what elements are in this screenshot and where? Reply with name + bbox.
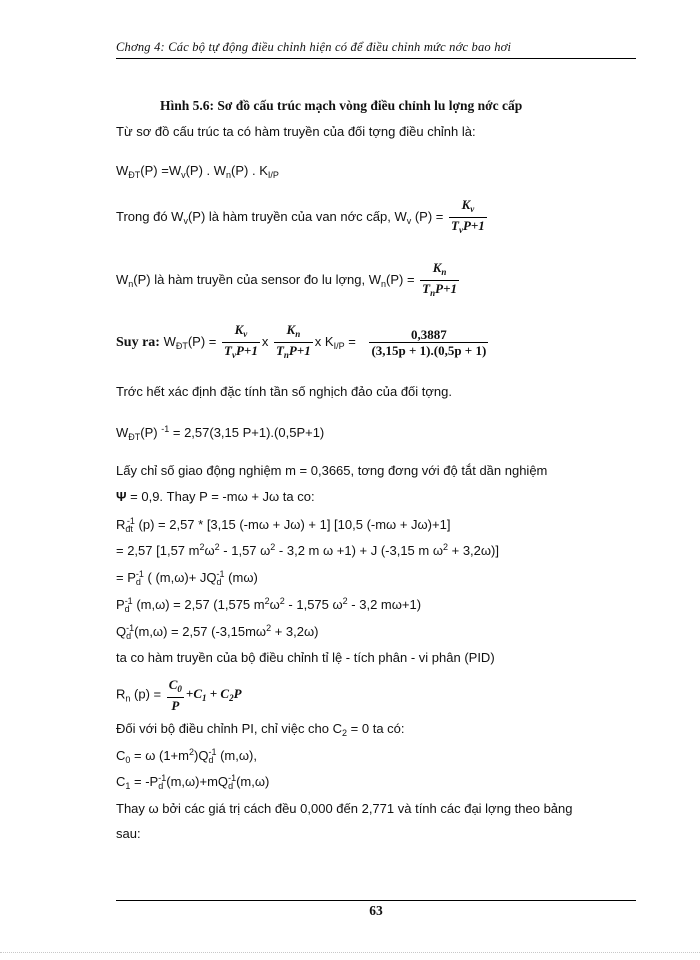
- running-header: Chơng 4: Các bộ tự động điều chỉnh hiện có để điều chỉnh mức nớc bao hơi: [116, 40, 512, 54]
- equation-wn: $W_n(P)$ là hàm truyền của sensor đo lu lợng, $W_n(P)$ = $\frac{K_n}{T_nP+1}$: [116, 260, 461, 301]
- fraction-kv: $\frac{K_v}{T_vP+1}$: [451, 197, 485, 235]
- page-number: 63: [369, 903, 383, 918]
- figure-caption: Hình 5.6: Sơ đồ cấu trúc mạch vòng điều chỉnh lu lợng nớc cấp: [160, 98, 523, 113]
- page-bottom-border: [0, 952, 700, 953]
- equation-pd-jqd: = $P_d^{-1}$ ( $(m,\omega)+ JQ_d^{-1}$ (mω): [116, 569, 258, 587]
- footer-rule: [116, 900, 636, 901]
- equation-c0: $C_0 = \omega$ $(1+m^2)Q_d^{-1}$ (m,ω),: [116, 747, 257, 765]
- equation-psi: Ψ = 0,9. Thay P = -mω + Jω ta co:: [116, 489, 315, 504]
- paragraph-line: Từ sơ đồ cấu trúc ta có hàm truyền của đối tợng điều chỉnh là:: [116, 124, 476, 139]
- equation-suy-ra: Suy ra: $W_{ĐT}(P)$ = $\frac{K_v}{T_vP+1}$ x $\frac{K_n}{T_nP+1}$ x $K_{I/P}$ = $\frac{0,3887}{(3,15p + 1).(0,5p + 1)}$: [116, 322, 490, 363]
- fraction-kn-2: $\frac{K_n}{T_nP+1}$: [275, 322, 311, 360]
- fraction-kv-2: $\frac{K_v}{T_vP+1}$: [224, 322, 258, 360]
- equation-wdt: $W_{ĐT}(P) =W_v(P)$ . $W_n(P)$ . $K_{I/P}$: [116, 163, 279, 180]
- fraction-c0: $\frac{C_0}{P}$: [168, 677, 182, 713]
- equation-expand: = 2,57 [1,57 $m^2\omega^2 - 1,57$ $\omega^2 - 3,2$ m ω +1) + J (-3,15 m $\omega^2 + 3,2\omega$)]: [116, 542, 499, 558]
- equation-inverse: $W_{ĐT}(P) ^{-1} = 2,57(3,15$ P+1).(0,5P+1): [116, 424, 325, 442]
- equation-qd: $Q_d^{-1}(m,\omega) = 2,57$ $(-3,15m\omega^2 + 3,2\omega)$: [116, 623, 319, 641]
- fraction-kn: $\frac{K_n}{T_nP+1}$: [422, 260, 457, 298]
- paragraph-line: Đối với bộ điều chỉnh PI, chỉ việc cho $C_2 = 0$ ta có:: [116, 721, 405, 738]
- paragraph-line: Trớc hết xác định đặc tính tần số nghịch đảo của đối tợng.: [116, 384, 452, 399]
- paragraph-line: ta co hàm truyền của bộ điều chỉnh tỉ lệ - tích phân - vi phân (PID): [116, 650, 495, 665]
- equation-pd: $P_d^{-1}$ (m,ω) = 2,57 (1,575 $m^2\omega^2 - 1,575$ $\omega^2 - 3,2$ mω+1): [116, 596, 422, 614]
- equation-wv: Trong đó $W_v(P)$ là hàm truyền của van nớc cấp, $W_v$ (P) = $\frac{K_v}{T_vP+1}$: [116, 197, 489, 238]
- paragraph-line: sau:: [116, 826, 141, 841]
- header-rule: [116, 58, 636, 59]
- paragraph-line: Thay ω bởi các giá trị cách đều 0,000 đến 2,771 và tính các đại lợng theo bảng: [116, 801, 573, 816]
- equation-pid: $R_n$ (p) = $\frac{C_0}{P}$ $+C_1 + C_2P$: [116, 677, 242, 713]
- equation-rdt: $R_{đt}^{-1}$ (p) = 2,57 * [3,15 (-mω + Jω) + 1] [10,5 (-mω + Jω)+1]: [116, 516, 451, 534]
- equation-c1: $C_1 = -P_d^{-1}(m,\omega)+mQ_d^{-1}(m,\omega)$: [116, 773, 270, 791]
- fraction-result: $\frac{0,3887}{(3,15p + 1).(0,5p + 1)}$: [371, 327, 487, 358]
- paragraph-line: Lấy chỉ số giao động nghiệm m = 0,3665, tơng đơng với độ tắt dần nghiệm: [116, 463, 548, 478]
